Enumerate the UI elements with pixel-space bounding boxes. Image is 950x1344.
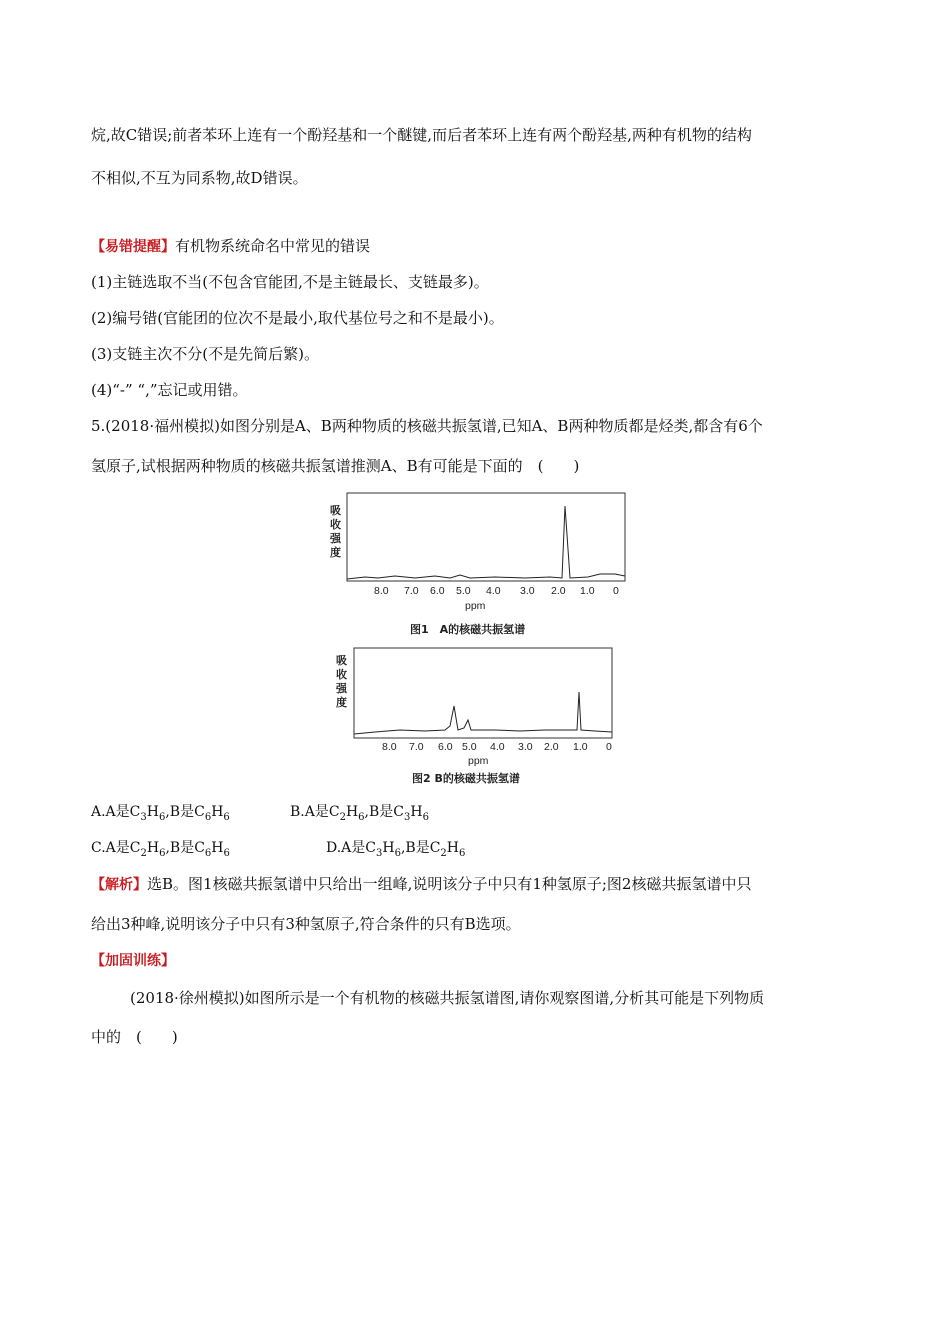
plot-frame — [354, 648, 612, 738]
x-axis-label: ppm — [468, 755, 489, 767]
x-axis-label: ppm — [465, 600, 486, 612]
nmr-spectrum-figure-b — [330, 644, 630, 788]
x-tick-label: 8.0 — [374, 585, 389, 597]
x-tick-label: 6.0 — [430, 585, 445, 597]
figure-caption: 图2 B的核磁共振氢谱 — [412, 772, 520, 785]
practice-line: (2018·徐州模拟)如图所示是一个有机物的核磁共振氢谱图,请你观察图谱,分析其可能是下列物质 — [130, 989, 765, 1007]
paragraph-line: 烷,故C错误;前者苯环上连有一个酚羟基和一个醚键,而后者苯环上连有两个酚羟基,两种有机物的结构 — [91, 126, 752, 144]
ylabel-char: 收 — [330, 518, 341, 531]
practice-tag: 【加固训练】 — [91, 953, 175, 969]
figure-caption: 图1 A的核磁共振氢谱 — [410, 623, 526, 636]
question-line: 5.(2018·福州模拟)如图分别是A、B两种物质的核磁共振氢谱,已知A、B两种物质都是烃类,都含有6个 — [91, 417, 763, 435]
ylabel-char: 度 — [330, 546, 341, 559]
practice-line: 中的 ( ) — [91, 1028, 178, 1046]
x-tick-label: 1.0 — [573, 741, 588, 753]
tip-item: (4)“-” “,”忘记或用错。 — [91, 381, 248, 399]
option-c: C.A是$C_2H_6,B$是$C_6H_6$ — [91, 840, 230, 859]
x-tick-label: 3.0 — [518, 741, 533, 753]
option-b: B.A是$C_2H_6,B$是$C_3H_6$ — [290, 804, 429, 823]
x-tick-label: 2.0 — [551, 585, 566, 597]
ylabel-char: 吸 — [336, 654, 347, 667]
ylabel-char: 度 — [336, 696, 347, 709]
tip-tag: 【易错提醒】 — [91, 239, 175, 255]
ylabel-char: 吸 — [330, 504, 341, 517]
ylabel-char: 强 — [330, 532, 341, 545]
x-tick-label: 0 — [613, 585, 619, 597]
ylabel-char: 强 — [336, 682, 347, 695]
x-tick-label: 7.0 — [409, 741, 424, 753]
analysis-line: 【解析】选B。图1核磁共振氢谱中只给出一组峰,说明该分子中只有1种氢原子;图2核磁共振氢谱中只 — [91, 875, 752, 893]
ylabel-char: 收 — [336, 668, 347, 681]
x-tick-label: 8.0 — [382, 741, 397, 753]
spectrum-trace — [347, 506, 625, 579]
paragraph-line: 不相似,不互为同系物,故D错误。 — [91, 169, 308, 187]
practice-heading — [91, 950, 175, 971]
x-tick-label: 3.0 — [520, 585, 535, 597]
question-line: 氢原子,试根据两种物质的核磁共振氢谱推测A、B有可能是下面的 ( ) — [91, 457, 580, 475]
tip-item: (3)支链主次不分(不是先简后繁)。 — [91, 345, 319, 363]
nmr-spectrum-figure-a — [320, 488, 630, 640]
x-tick-label: 2.0 — [544, 741, 559, 753]
spectrum-trace — [354, 692, 612, 734]
x-tick-label: 1.0 — [580, 585, 595, 597]
analysis-tag: 【解析】 — [91, 877, 147, 893]
plot-frame — [347, 493, 625, 581]
tip-item: (2)编号错(官能团的位次不是最小,取代基位号之和不是最小)。 — [91, 309, 504, 327]
x-tick-label: 6.0 — [438, 741, 453, 753]
tip-title: 有机物系统命名中常见的错误 — [175, 237, 371, 255]
x-tick-label: 4.0 — [490, 741, 505, 753]
x-tick-label: 4.0 — [486, 585, 501, 597]
analysis-line: 给出3种峰,说明该分子中只有3种氢原子,符合条件的只有B选项。 — [91, 915, 521, 933]
x-tick-label: 5.0 — [462, 741, 477, 753]
x-tick-label: 7.0 — [404, 585, 419, 597]
tip-item: (1)主链选取不当(不包含官能团,不是主链最长、支链最多)。 — [91, 273, 489, 291]
tip-heading — [91, 236, 370, 257]
x-tick-label: 0 — [606, 741, 612, 753]
option-a: A.A是$C_3H_6,B$是$C_6H_6$ — [91, 804, 230, 823]
x-tick-label: 5.0 — [456, 585, 471, 597]
option-d: D.A是$C_3H_6,B$是$C_2H_6$ — [326, 840, 466, 859]
